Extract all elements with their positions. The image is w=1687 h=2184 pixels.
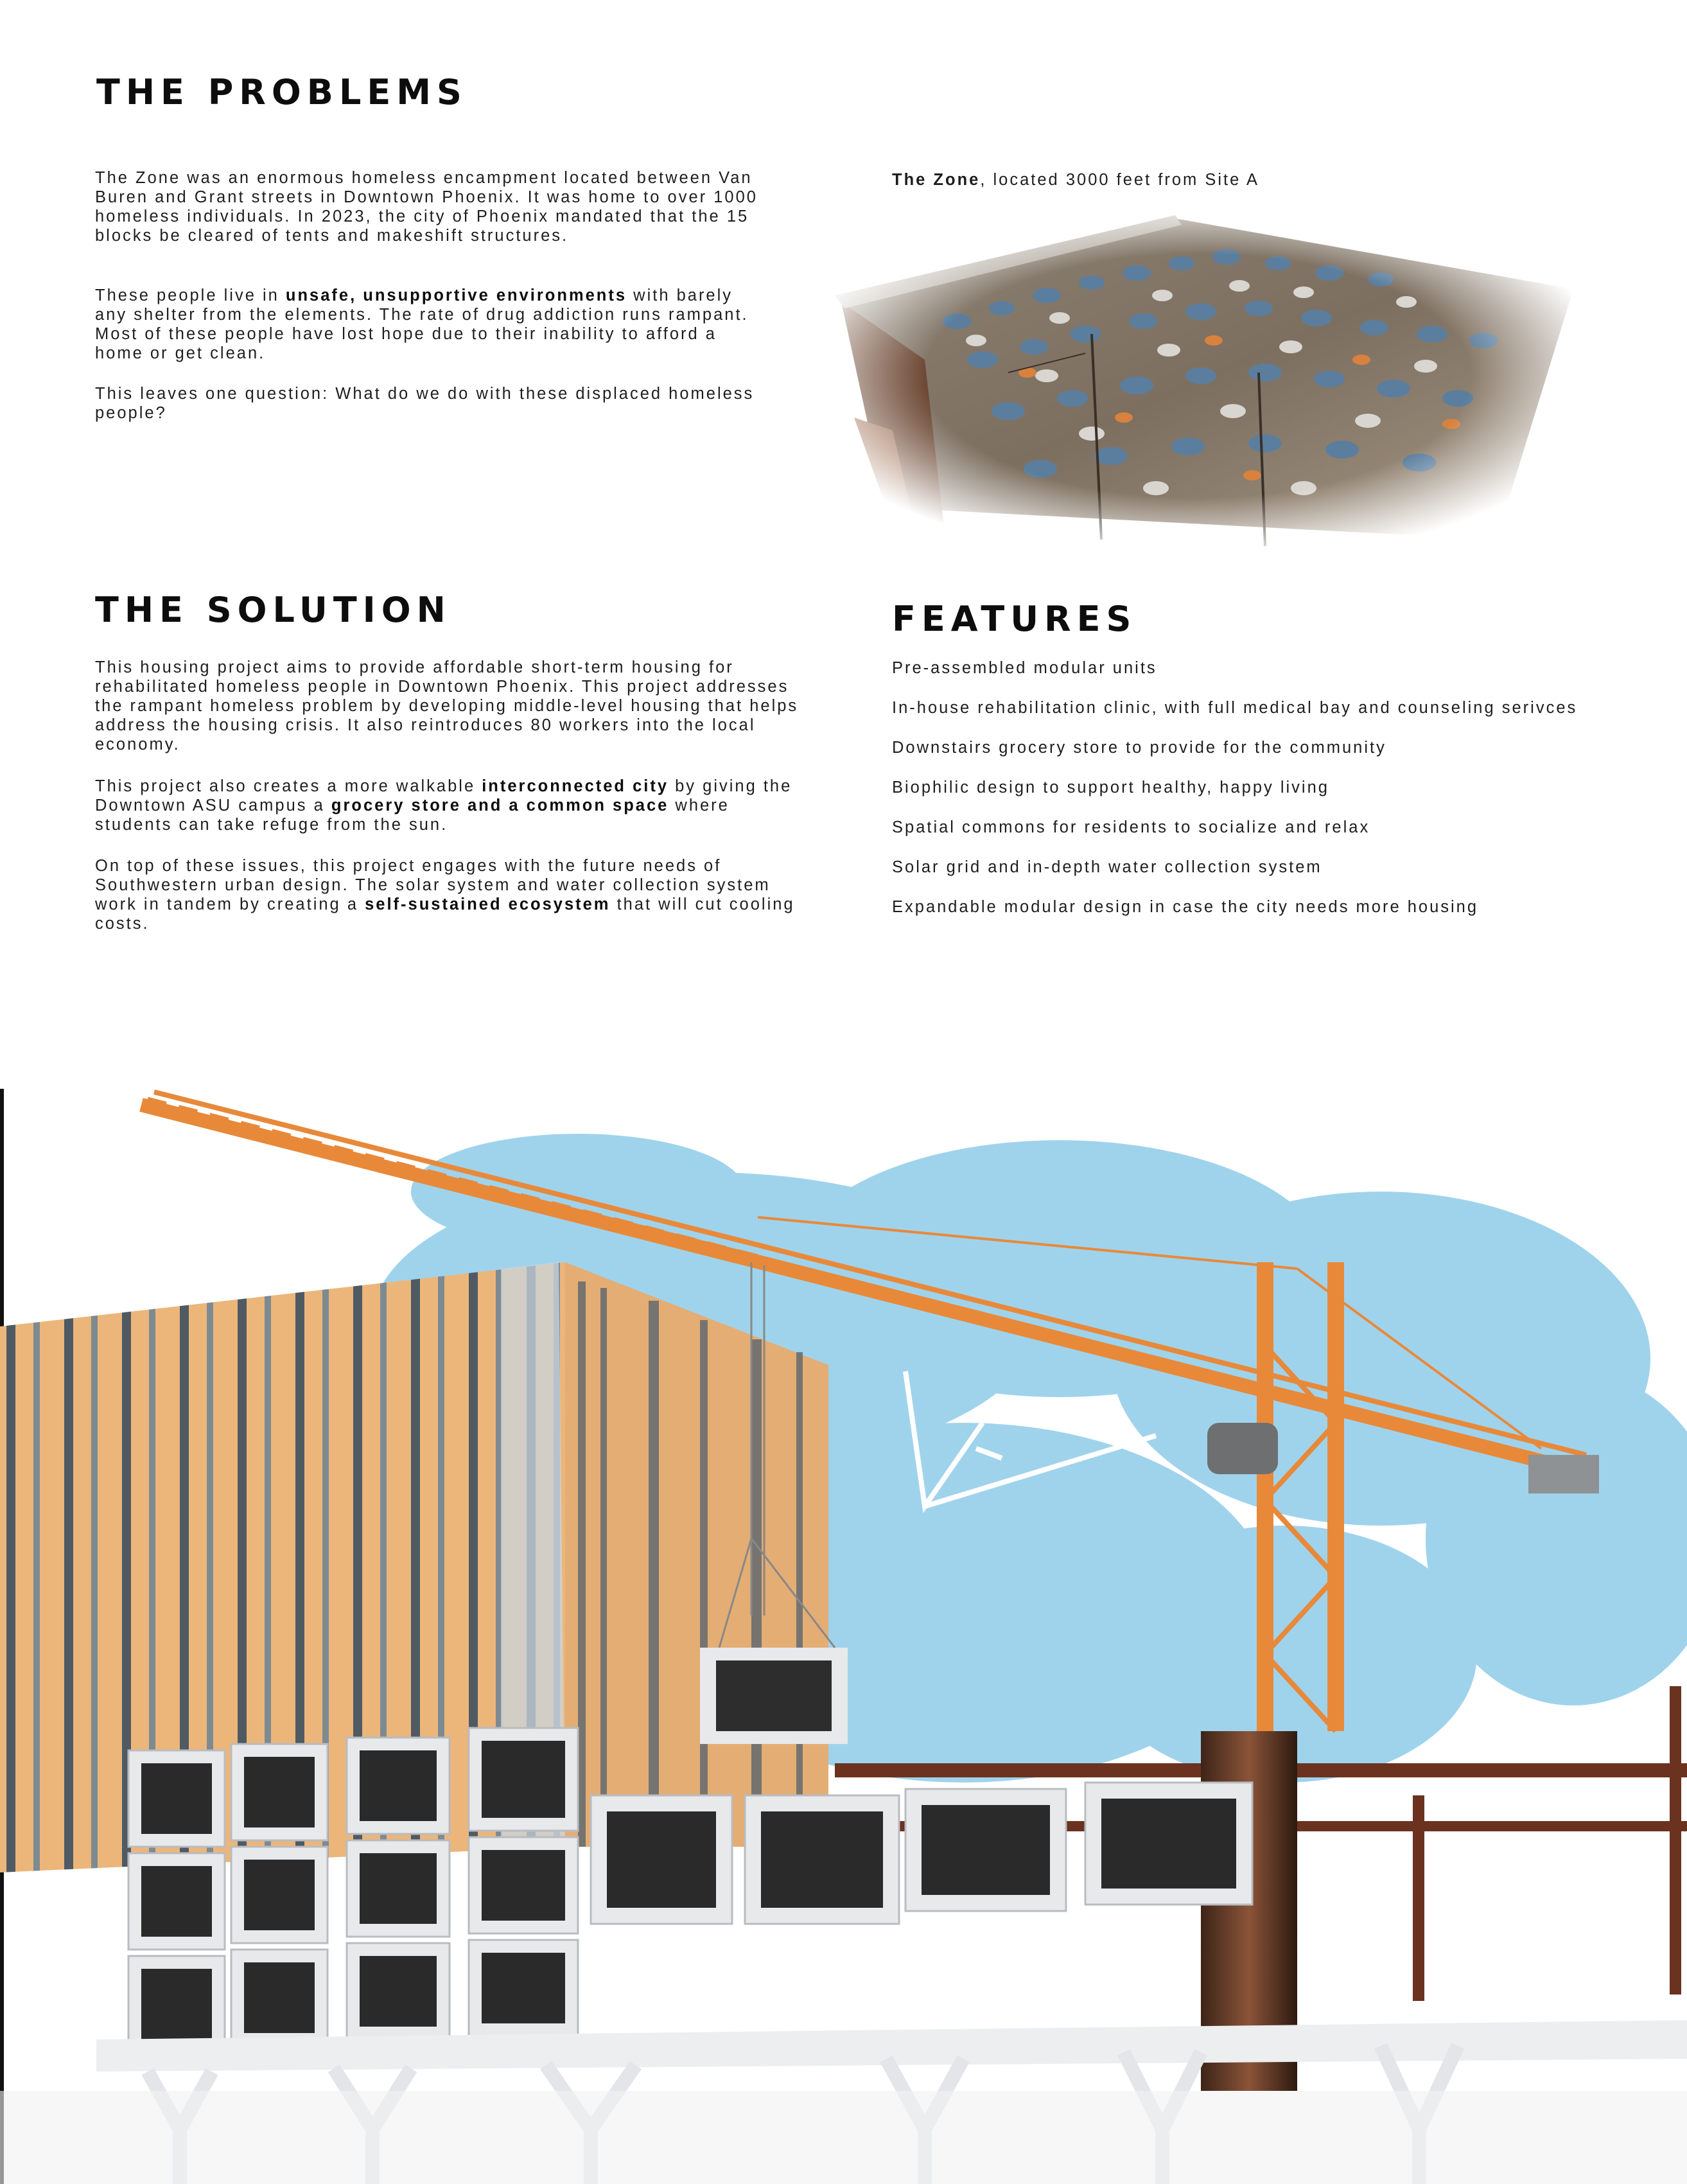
- solution-p3-emphasis: self-sustained ecosystem: [365, 895, 611, 913]
- construction-render-illustration: [0, 1089, 1687, 2184]
- solution-p3-text-b: that will cut cooling costs.: [95, 895, 795, 933]
- problems-p2-text-a: These people live in: [95, 286, 286, 304]
- solution-p2-emphasis-1: interconnected city: [482, 777, 669, 795]
- feature-item: Spatial commons for residents to socialize and relax: [892, 818, 1370, 836]
- zone-caption: [892, 171, 1259, 189]
- problems-paragraph-2: [95, 286, 769, 363]
- problems-paragraph-3: This leaves one question: What do we do with these displaced homeless people?: [95, 385, 755, 422]
- ground-plane: [0, 2091, 1687, 2184]
- solution-p2-text-a: This project also creates a more walkable: [95, 777, 482, 795]
- feature-item: Expandable modular design in case the city needs more housing: [892, 898, 1479, 916]
- problems-heading: THE PROBLEMS: [96, 72, 468, 112]
- solution-paragraph-2: [95, 777, 805, 834]
- zone-caption-bold: The Zone: [892, 171, 981, 189]
- feature-item: Pre-assembled modular units: [892, 659, 1157, 677]
- solution-p2-emphasis-2: grocery store and a common space: [331, 797, 669, 815]
- encampment-aerial-photo: [816, 206, 1580, 546]
- feature-item: Biophilic design to support healthy, happy living: [892, 779, 1329, 797]
- features-heading: FEATURES: [892, 599, 1137, 639]
- solution-p3-text-a: On top of these issues, this project engages with the future needs of Southwestern urban design. The solar system and water collection system work in tandem by creating a: [95, 857, 771, 913]
- problems-paragraph-1: The Zone was an enormous homeless encampment located between Van Buren and Grant streets in Downtown Phoenix. It was home to over 1000 homeless individuals. In 2023, the city of Phoenix mandated that the 15 blocks be cleared of tents and makeshift structures.: [95, 169, 758, 245]
- solution-p2-text-b: by giving the Downtown ASU campus a: [95, 777, 792, 815]
- solution-paragraph-3: [95, 856, 805, 933]
- feature-item: Downstairs grocery store to provide for the community: [892, 739, 1386, 757]
- feature-item: In-house rehabilitation clinic, with full medical bay and counseling serivces: [892, 699, 1578, 717]
- solution-heading: THE SOLUTION: [95, 590, 451, 630]
- crane-cab: [1207, 1423, 1278, 1474]
- features-list: [892, 655, 1577, 934]
- crane-counterweight: [1528, 1455, 1599, 1493]
- zone-caption-text: , located 3000 feet from Site A: [980, 171, 1259, 189]
- problems-p2-text-b: with barely any shelter from the elements. The rate of drug addiction runs rampant. Most of these people have lost hope due to their inability to afford a home or get clean.: [95, 286, 749, 362]
- solution-p2-text-c: where students can take refuge from the sun.: [95, 797, 730, 834]
- problems-p2-emphasis: unsafe, unsupportive environments: [285, 286, 627, 304]
- feature-item: Solar grid and in-depth water collection system: [892, 858, 1322, 876]
- solution-paragraph-1: This housing project aims to provide affordable short-term housing for rehabilitated homeless people in Downtown Phoenix. This project addresses the rampant homeless problem by developing middle-level housing that helps address the housing crisis. It also reintroduces 80 workers into the local economy.: [95, 658, 799, 753]
